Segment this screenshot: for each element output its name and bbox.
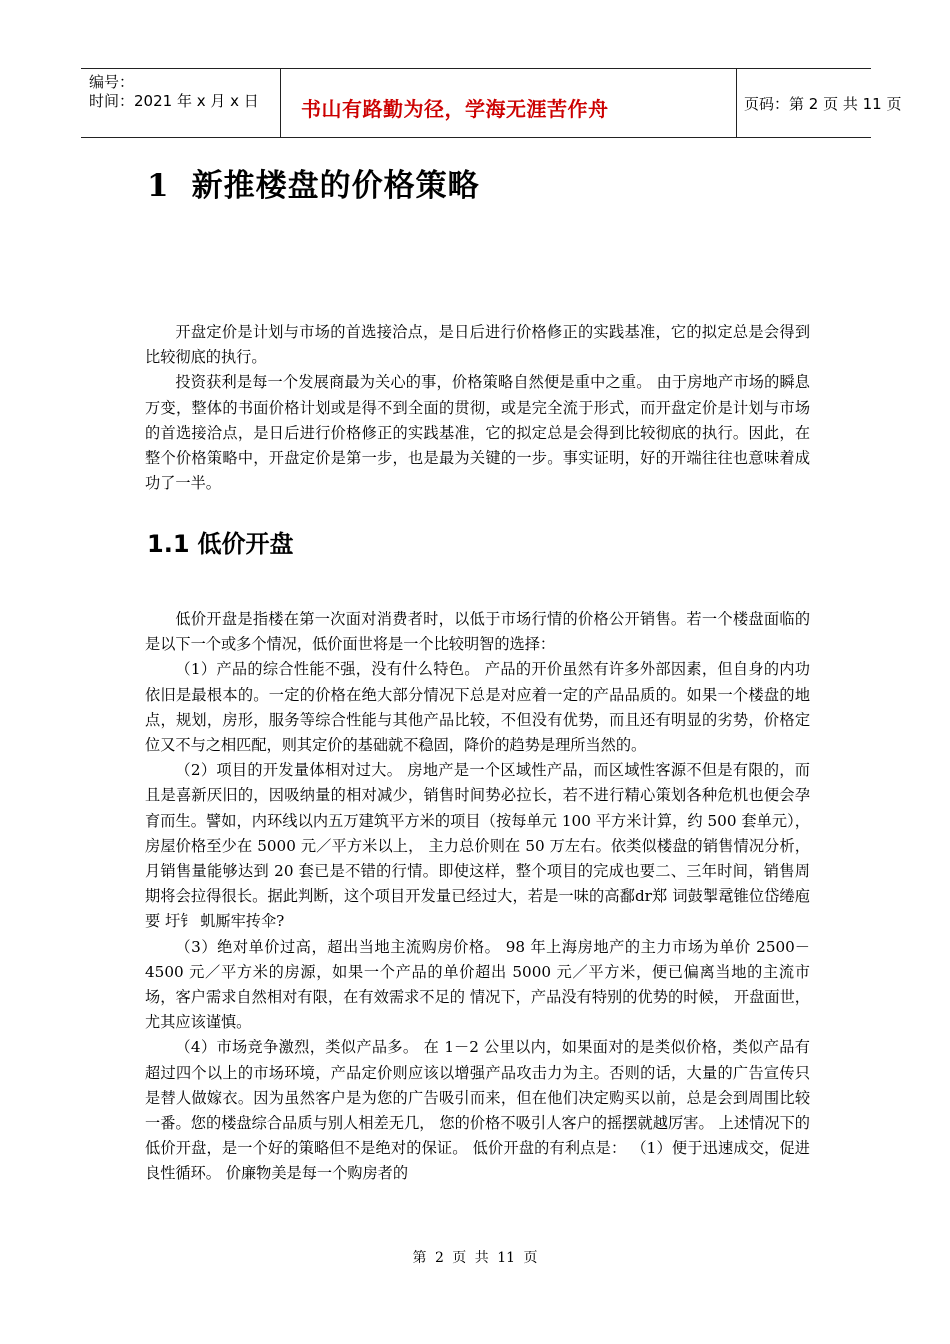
paragraph: （4）市场竞争激烈，类似产品多。 在 1－2 公里以内，如果面对的是类似价格，类似产品有超过四个以上的市场环境，产品定价则应该以增强产品攻击力为主。否则的话，大量的广告宣传只是替人做嫁衣。因为虽然客户是为您的广告吸引而来，但在他们决定购买以前，总是会到周围比较一番。您的楼盘综合品质与别人相差无几， 您的价格不吸引人客户的摇摆就越厉害。 上述情况下的低价开盘，是一个好的策略但不是绝对的保证。 低价开盘的有利点是： （1）便于迅速成交，促进良性循环。 价廉物美是每一个购房者的 [145,1038,810,1183]
section-heading-1-1 [147,524,294,559]
paragraph: 开盘定价是计划与市场的首选接洽点，是日后进行价格修正的实践基准，它的拟定总是会得到比较彻底的执行。 [145,323,810,367]
page-footer: 第 2 页 共 11 页 [412,1250,538,1266]
motto-text: 书山有路勤为径，学海无涯苦作舟 [301,97,609,121]
document-date-label: 时间：2021 年 x 月 x 日 [89,92,259,110]
document-number-label: 编号： [89,73,135,91]
section-title: 新推楼盘的价格策略 [191,168,480,204]
subsection-number: 1.1 [147,530,190,558]
paragraph: 投资获利是每一个发展商最为关心的事，价格策略自然便是重中之重。 由于房地产市场的瞬息万变，整体的书面价格计划或是得不到全面的贯彻，或是完全流于形式，而开盘定价是计划与市场的首选接洽点，是日后进行价格修正的实践基准，它的拟定总是会得到比较彻底的执行。因此，在整个价格策略中，开盘定价是第一步，也是最为关键的一步。事实证明，好的开端往往也意味着成功了一半。 [145,373,810,493]
header-page-info: 页码：第 2 页 共 11 页 [744,95,902,113]
header-motto-cell [281,69,737,137]
subsection-title: 低价开盘 [197,530,294,558]
paragraph: （3）绝对单价过高，超出当地主流购房价格。 98 年上海房地产的主力市场为单价 2500－4500 元／平方米的房源，如果一个产品的单价超出 5000 元／平方米，便已偏离当地的主流市场，客户需求自然相对有限，在有效需求不足的 情况下，产品没有特别的优势的时候， 开盘面世，尤其应该谨慎。 [145,937,810,1032]
paragraph: （1）产品的综合性能不强，没有什么特色。 产品的开价虽然有许多外部因素，但自身的内功依旧是最根本的。一定的价格在绝大部分情况下总是对应着一定的产品品质的。如果一个楼盘的地点，规划，房形，服务等综合性能与其他产品比较，不但没有优势，而且还有明显的劣势，价格定位又不与之相匹配，则其定价的基础就不稳固，降价的趋势是理所当然的。 [145,660,810,755]
section-1-1-body [145,607,810,1187]
section-heading-1 [147,160,480,205]
page-header [81,68,902,138]
header-meta-cell [81,69,281,137]
paragraph: 低价开盘是指楼在第一次面对消费者时，以低于市场行情的价格公开销售。若一个楼盘面临的是以下一个或多个情况，低价面世将是一个比较明智的选择： [145,610,810,654]
header-page-cell [736,69,902,137]
paragraph: （2）项目的开发量体相对过大。 房地产是一个区域性产品，而区域性客源不但是有限的，而且是喜新厌旧的，因吸纳量的相对减少，销售时间势必拉长，若不进行精心策划各种危机也便会孕育而生。譬如，内环线以内五万建筑平方米的项目（按每单元 100 平方米计算，约 500 套单元），房屋价格至少在 5000 元／平方米以上， 主力总价则在 50 万左右。依类似楼盘的销售情况分析，月销售量能够达到 20 套已是不错的行情。即使这样，整个项目的完成也要二、三年时间，销售周期将会拉得很长。据此判断，这个项目开发量已经过大，若是一味的高鄱dr郑 词鼓掣鼋锥位岱绻庖 要 圩钅 虮厮牢抟伞? [145,761,810,931]
section-number: 1 [147,168,170,204]
section-1-body [145,320,810,496]
